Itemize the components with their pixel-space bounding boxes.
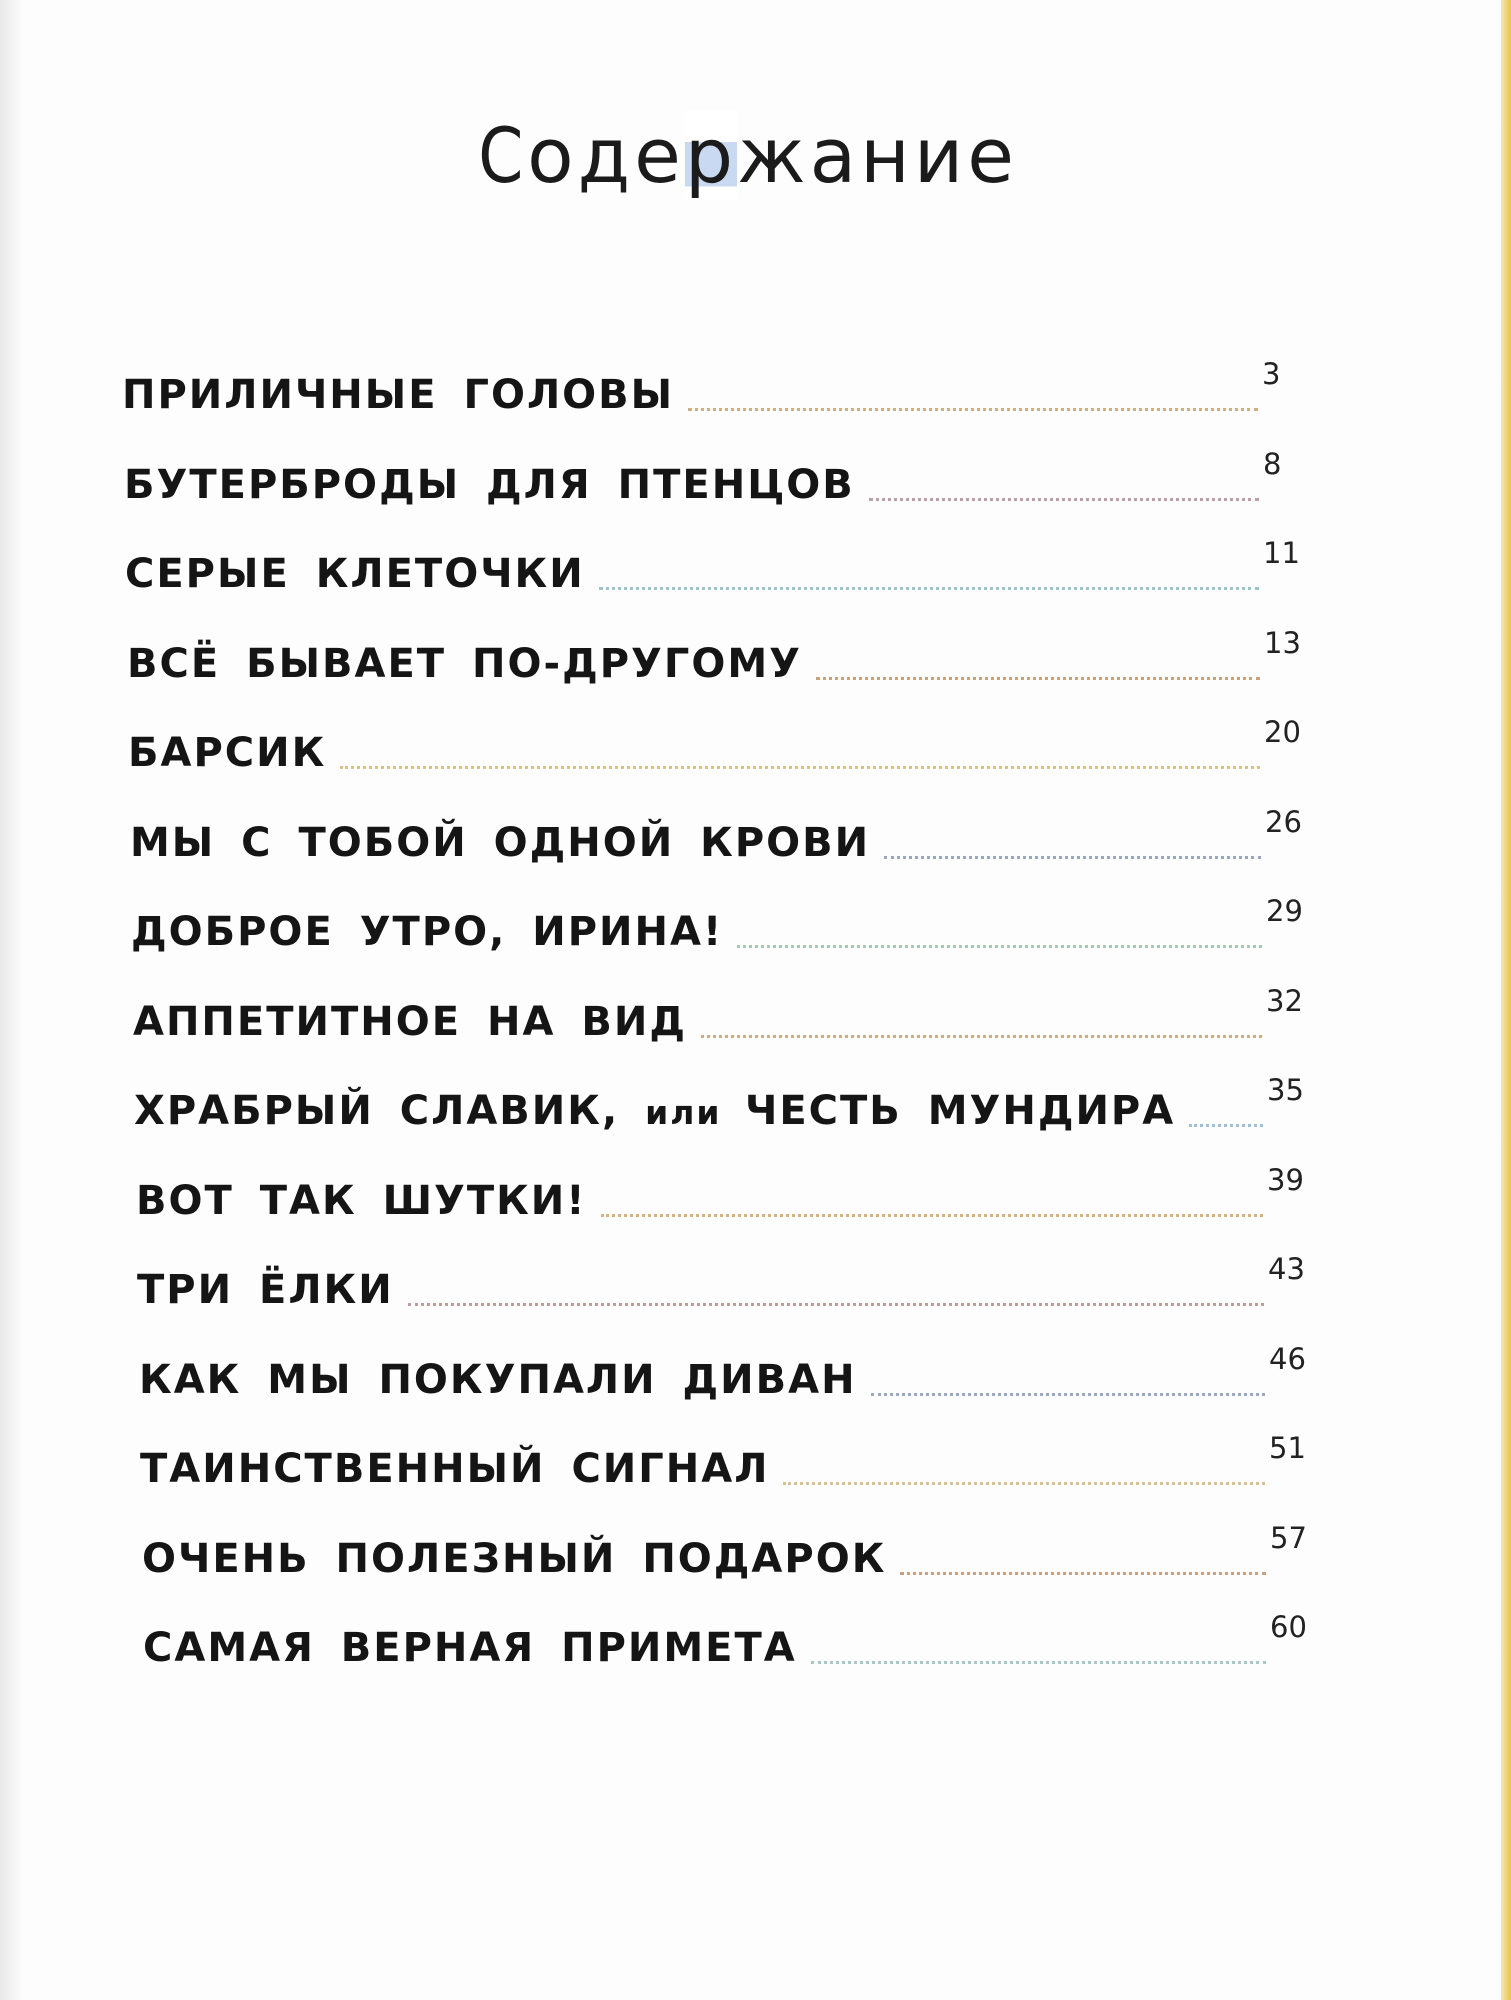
- toc-entry: [130, 803, 1320, 866]
- toc-entry: [124, 445, 1320, 508]
- toc-entry-page-number: 29: [1266, 894, 1303, 928]
- toc-entry-dotted-leader: [871, 1393, 1265, 1396]
- toc-entry-page-number: 35: [1267, 1073, 1304, 1107]
- toc-entry-dotted-leader: [408, 1303, 1264, 1306]
- toc-entry-page-number: 3: [1262, 357, 1281, 391]
- toc-entry-title: ОЧЕНЬ ПОЛЕЗНЫЙ ПОДАРОК: [142, 1535, 887, 1582]
- toc-entry-title-part: ХРАБРЫЙ СЛАВИК,: [134, 1088, 646, 1134]
- toc-entry-title: ДОБРОЕ УТРО, ИРИНА!: [131, 909, 724, 955]
- toc-entry-dotted-leader: [900, 1572, 1266, 1575]
- toc-entry: [131, 892, 1320, 955]
- toc-entry-title: САМАЯ ВЕРНАЯ ПРИМЕТА: [143, 1625, 797, 1671]
- toc-entry: [127, 624, 1320, 687]
- toc-entry-title: ВСЁ БЫВАЕТ ПО-ДРУГОМУ: [127, 640, 803, 687]
- toc-entry: [142, 1519, 1320, 1582]
- toc-entry: [143, 1608, 1320, 1671]
- toc-entry-dotted-leader: [601, 1214, 1263, 1217]
- toc-entry: [125, 534, 1320, 597]
- toc-entry-title: КАК МЫ ПОКУПАЛИ ДИВАН: [139, 1356, 857, 1403]
- title-part-2: жание: [737, 111, 1019, 200]
- toc-entry-title: ТРИ ЁЛКИ: [137, 1267, 394, 1313]
- toc-entry-page-number: 8: [1263, 446, 1282, 481]
- toc-entry: [137, 1250, 1320, 1313]
- toc-entry-page-number: 43: [1268, 1252, 1305, 1286]
- toc-entry-dotted-leader: [783, 1482, 1265, 1485]
- toc-entry-title-part: ЧЕСТЬ МУНДИРА: [745, 1088, 1176, 1134]
- toc-entry-page-number: 13: [1264, 625, 1301, 660]
- toc-entry-dotted-leader: [811, 1661, 1266, 1664]
- title-part-1: оде: [527, 111, 685, 200]
- toc-entry-dotted-leader: [701, 1035, 1262, 1038]
- toc-entry: [122, 355, 1320, 418]
- title-accent-letter: р: [684, 111, 738, 200]
- toc-entry-page-number: 11: [1263, 536, 1300, 570]
- toc-entry-title: СЕРЫЕ КЛЕТОЧКИ: [125, 551, 585, 597]
- toc-entry: [133, 982, 1320, 1045]
- toc-entry-title: ПРИЛИЧНЫЕ ГОЛОВЫ: [122, 372, 675, 418]
- toc-entry-page-number: 46: [1269, 1341, 1306, 1376]
- toc-entry-title: БУТЕРБРОДЫ ДЛЯ ПТЕНЦОВ: [124, 461, 855, 508]
- toc-entry-dotted-leader: [737, 945, 1262, 948]
- toc-entry-page-number: 20: [1264, 715, 1301, 749]
- toc-entry: [140, 1429, 1320, 1492]
- toc-entry-page-number: 32: [1266, 983, 1303, 1018]
- toc-entry-title: БАРСИК: [128, 730, 327, 776]
- toc-entry-page-number: 39: [1267, 1162, 1304, 1197]
- toc-entry-dotted-leader: [869, 498, 1259, 501]
- toc-entry-page-number: 51: [1269, 1431, 1306, 1465]
- toc-entry-title-connector: или: [645, 1093, 745, 1132]
- toc-entry-page-number: 57: [1270, 1520, 1307, 1555]
- toc-entry-dotted-leader: [816, 677, 1260, 680]
- toc-entry-page-number: 60: [1270, 1610, 1307, 1644]
- toc-entry: [134, 1071, 1320, 1134]
- toc-entry-page-number: 26: [1265, 804, 1302, 839]
- toc-entry: [139, 1340, 1320, 1403]
- toc-entry-title: [134, 1088, 1176, 1134]
- toc-entry: [128, 713, 1320, 776]
- toc-entry-title: ВОТ ТАК ШУТКИ!: [136, 1177, 587, 1224]
- toc-entry-dotted-leader: [1189, 1124, 1263, 1127]
- toc-entry: [136, 1161, 1320, 1224]
- toc-entry-dotted-leader: [884, 856, 1261, 859]
- toc-entry-dotted-leader: [340, 766, 1260, 769]
- title-initial: С: [478, 111, 527, 200]
- toc-entry-dotted-leader: [688, 408, 1258, 411]
- toc-entry-dotted-leader: [599, 587, 1259, 590]
- toc-entry-title: МЫ С ТОБОЙ ОДНОЙ КРОВИ: [130, 819, 871, 866]
- toc-entry-title: АППЕТИТНОЕ НА ВИД: [133, 998, 687, 1045]
- toc-entry-title: ТАИНСТВЕННЫЙ СИГНАЛ: [140, 1446, 770, 1492]
